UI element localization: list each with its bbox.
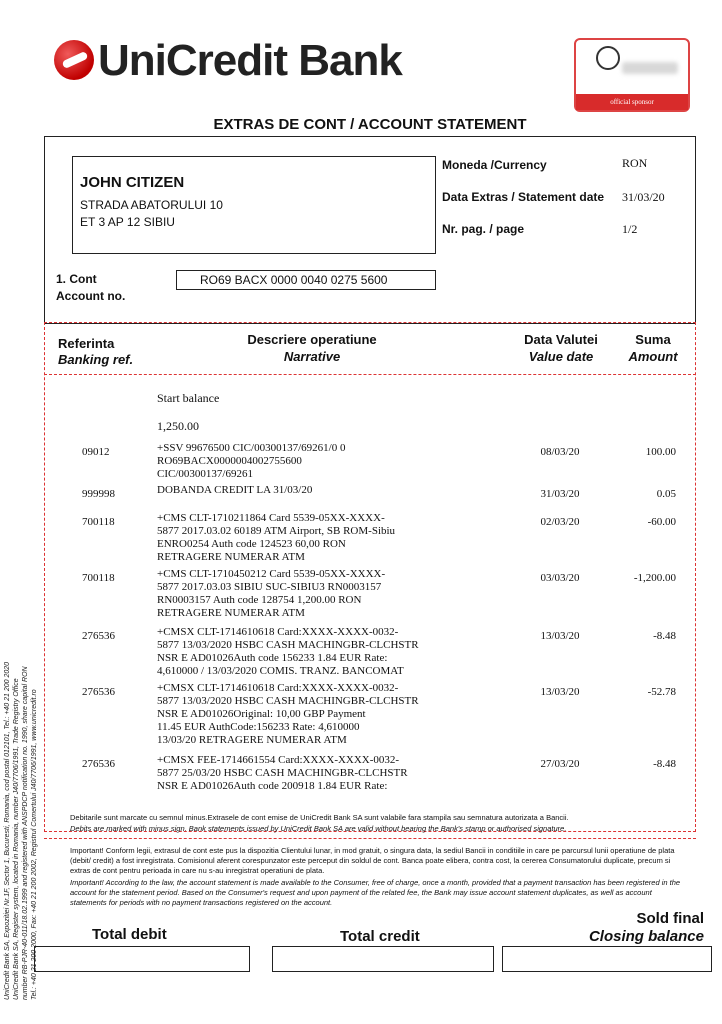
- currency-label: Moneda /Currency: [442, 158, 547, 172]
- row-ref: 700118: [82, 572, 115, 584]
- row-description-line: 5877 25/03/20 HSBC CASH MACHINGBR-CLCHSTR: [157, 767, 408, 779]
- row-amount: 0.05: [656, 488, 676, 500]
- sponsor-label: official sponsor: [576, 94, 688, 110]
- closing-balance-label-en: Closing balance: [588, 928, 704, 945]
- row-amount: -8.48: [653, 758, 676, 770]
- footer-note-ro: Debitarile sunt marcate cu semnul minus.Extrasele de cont emise de UniCredit Bank SA sunt valabile fara stampila sau semnatura autorizata a Bancii.: [70, 813, 569, 822]
- footer-divider: [44, 838, 696, 839]
- address-line-1: STRADA ABATORULUI 10: [80, 198, 223, 212]
- row-ref: 276536: [82, 686, 115, 698]
- row-description-line: +SSV 99676500 CIC/00300137/69261/0 0: [157, 442, 346, 454]
- row-description-line: ENRO0254 Auth code 124523 60,00 RON: [157, 538, 346, 550]
- col-date-en: Value date: [528, 349, 594, 364]
- row-value-date: 08/03/20: [540, 446, 580, 458]
- row-amount: 100.00: [645, 446, 676, 458]
- customer-name: JOHN CITIZEN: [80, 174, 185, 191]
- table-header-divider: [44, 374, 696, 375]
- account-label: 1. Cont: [56, 272, 97, 286]
- row-value-date: 13/03/20: [540, 686, 580, 698]
- col-sum: Suma: [635, 332, 671, 347]
- row-ref: 276536: [82, 758, 115, 770]
- closing-balance-label: Sold final: [636, 910, 704, 927]
- row-description-line: 5877 2017.03.03 SIBIU SUC-SIBIU3 RN0003157: [157, 581, 382, 593]
- row-description-line: NSR E AD01026Auth code 156233 1.84 EUR Rate:: [157, 652, 388, 664]
- total-credit-label: Total credit: [340, 928, 420, 945]
- row-description-line: NSR E AD01026Original: 10,00 GBP Payment: [157, 708, 366, 720]
- row-description-line: 11.45 EUR AuthCode:156233 Rate: 4,610000: [157, 721, 360, 733]
- total-credit-box: [272, 946, 494, 972]
- row-value-date: 31/03/20: [540, 488, 580, 500]
- footer-note-en: Debits are marked with minus sign. Bank statements issued by UniCredit Bank SA are valid without bearing the Bank's stamp or authorised signature.: [70, 824, 567, 833]
- closing-balance-box: [502, 946, 712, 972]
- row-amount: -52.78: [647, 686, 676, 698]
- statement-date-value: 31/03/20: [622, 190, 665, 204]
- sidebar-line-2: UniCredit Bank SA, Register system, located in Romania, number J40/7706/1991, Trade Registry Office: [13, 678, 20, 1000]
- row-description-line: 13/03/20 RETRAGERE NUMERAR ATM: [157, 734, 347, 746]
- currency-value: RON: [622, 156, 648, 170]
- row-description-line: RN0003157 Auth code 128754 1,200.00 RON: [157, 594, 362, 606]
- sidebar-line-1: UniCredit Bank SA, Expozitiei Nr.1F, Sector 1, Bucuresti, Romania, cod postal 012101, Tel.: +40 21 200 2020: [4, 661, 11, 1000]
- page-value: 1/2: [622, 222, 638, 236]
- col-desc-en: Narrative: [283, 349, 341, 364]
- total-debit-box: [34, 946, 250, 972]
- row-ref: 999998: [82, 488, 115, 500]
- row-description-line: DOBANDA CREDIT LA 31/03/20: [157, 484, 313, 496]
- col-sum-en: Amount: [628, 349, 678, 364]
- row-description-line: 4,610000 / 13/03/2020 COMIS. TRANZ. BANCOMAT: [157, 665, 404, 677]
- row-description-line: 5877 2017.03.02 60189 ATM Airport, SB ROM-Sibiu: [157, 525, 396, 537]
- row-amount: -1,200.00: [633, 572, 676, 584]
- row-description-line: RO69BACX0000004002755600: [157, 455, 302, 467]
- row-value-date: 02/03/20: [540, 516, 580, 528]
- row-description-line: +CMSX CLT-1714610618 Card:XXXX-XXXX-0032-: [157, 682, 399, 694]
- row-description-line: +CMSX FEE-1714661554 Card:XXXX-XXXX-0032-: [157, 754, 400, 766]
- sponsor-badge: [574, 38, 690, 112]
- row-value-date: 13/03/20: [540, 630, 580, 642]
- row-description-line: CIC/00300137/69261: [157, 468, 253, 480]
- row-description-line: 5877 13/03/2020 HSBC CASH MACHINGBR-CLCHSTR: [157, 639, 419, 651]
- row-value-date: 27/03/20: [540, 758, 580, 770]
- statement-title: EXTRAS DE CONT / ACCOUNT STATEMENT: [213, 116, 527, 133]
- col-date: Data Valutei: [524, 332, 598, 347]
- page-label: Nr. pag. / page: [442, 222, 525, 236]
- bank-name: UniCredit Bank: [98, 36, 402, 85]
- total-debit-label: Total debit: [92, 926, 167, 943]
- row-value-date: 03/03/20: [540, 572, 580, 584]
- row-amount: -8.48: [653, 630, 676, 642]
- sidebar-line-3: number RB-PJR-40-011/18.02.1999 and registered with ANSPDCP notification no. 1990, share capital RON: [22, 666, 29, 1000]
- row-description-line: NSR E AD01026Auth code 200918 1.84 EUR Rate:: [157, 780, 388, 792]
- row-description-line: RETRAGERE NUMERAR ATM: [157, 607, 305, 619]
- row-description-line: RETRAGERE NUMERAR ATM: [157, 551, 305, 563]
- row-ref: 700118: [82, 516, 115, 528]
- statement-date-label: Data Extras / Statement date: [442, 190, 605, 204]
- row-ref: 09012: [82, 446, 110, 458]
- start-balance-value: 1,250.00: [157, 419, 199, 433]
- row-ref: 276536: [82, 630, 115, 642]
- col-desc: Descriere operatiune: [247, 332, 377, 347]
- account-label-en: Account no.: [56, 289, 126, 303]
- row-description-line: +CMS CLT-1710450212 Card 5539-05XX-XXXX-: [157, 568, 386, 580]
- row-amount: -60.00: [647, 516, 676, 528]
- address-line-2: ET 3 AP 12 SIBIU: [80, 215, 175, 229]
- important-note-en: Important! According to the law, the account statement is made available to the Consumer, free of charge, once a month, provided that a payment transaction has been registered in the account for the statement period. Based on the Consumer's request and upon payment of the related fee, the Bank may issue account statement duplicates, as well as account statements for periods with no payment transactions registered on the account.: [70, 878, 681, 907]
- row-description-line: +CMSX CLT-1714610618 Card:XXXX-XXXX-0032-: [157, 626, 399, 638]
- col-ref: Referinta: [58, 336, 115, 351]
- sidebar-line-4: Tel.: +40 21 200 2000, Fax: +40 21 200 2002, Registrul Comertului J40/7706/1991, www.unicredit.ro: [31, 689, 38, 1000]
- important-note-ro: Important! Conform legii, extrasul de cont este pus la dispozitia Clientului lunar, in mod gratuit, o singura data, la sediul Bancii in conditiile in care pe parcursul lunii operatiune de plata (debit/ credit) a fost inregistrata. Comisionul aferent corespunzator este perceput din soldul de cont. Banca poate elibera, contra cost, la cererea Consumatorului duplicate, precum si extras de cont pentru perioada in care nu s-au inregistrat operatiuni de plata.: [70, 846, 675, 875]
- unicredit-logo-icon: [54, 40, 94, 80]
- row-description-line: 5877 13/03/2020 HSBC CASH MACHINGBR-CLCHSTR: [157, 695, 419, 707]
- legal-sidebar: [2, 40, 42, 1000]
- football-icon: [596, 46, 620, 70]
- start-balance-label: Start balance: [157, 391, 220, 405]
- account-number: RO69 BACX 0000 0040 0275 5600: [200, 273, 388, 287]
- row-description-line: +CMS CLT-1710211864 Card 5539-05XX-XXXX-: [157, 512, 385, 524]
- col-ref-en: Banking ref.: [58, 352, 134, 367]
